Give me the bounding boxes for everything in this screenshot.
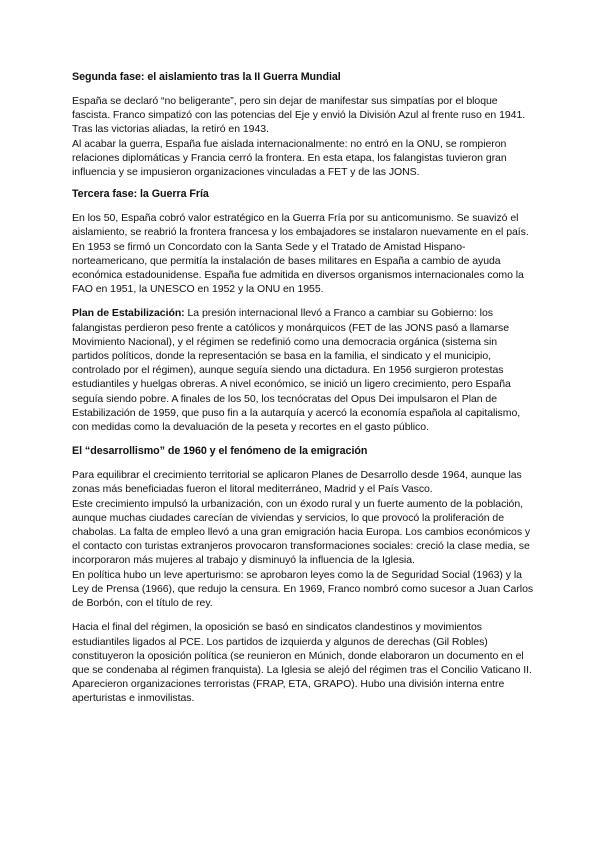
- paragraph-text: La presión internacional llevó a Franco a cambiar su Gobierno: los falangistas perdieron peso frente a católicos y monárquicos (FET de las JONS pasó a llamarse Movimiento Nacional), y el régimen se redefinió como una democracia orgánica (sistema sin partidos políticos, donde la representación se basa en la familia, el sindicato y el municipio, controlado por el régimen), aunque seguía siendo una dictadura. En 1956 surgieron protestas estudiantiles y huelgas obreras. A nivel económico, se inició un ligero crecimiento, pero España seguía siendo pobre. A finales de los 50, los tecnócratas del Opus Dei impulsaron el Plan de Estabilización de 1959, que puso fin a la autarquía y acercó la economía española al capitalismo, con medidas como la devaluación de la peseta y recortes en el gasto público.: [72, 307, 521, 434]
- paragraph: En política hubo un leve aperturismo: se aprobaron leyes como la de Seguridad Social (1963) y la Ley de Prensa (1966), que redujo la censura. En 1969, Franco nombró como sucesor a Juan Carlos de Borbón, con el título de rey.: [72, 568, 534, 610]
- section-desarrollismo: [72, 468, 534, 610]
- section-oposicion: [72, 620, 534, 705]
- paragraph: España se declaró “no beligerante”, pero sin dejar de manifestar sus simpatías por el bloque fascista. Franco simpatizó con las potencias del Eje y envió la División Azul al frente ruso en 1941. Tras las victorias aliadas, la retiró en 1943.: [72, 95, 526, 136]
- section-plan-estabilizacion: [72, 306, 534, 434]
- paragraph: Hacia el final del régimen, la oposición se basó en sindicatos clandestinos y movimientos estudiantiles ligados al PCE. Los partidos de izquierda y algunos de derechas (Gil Robles) constituyeron la oposición política (se reunieron en Múnich, donde elaboraron un documento en el que se condenaba al régimen franquista). La Iglesia se alejó del régimen tras el Concilio Vaticano II. Aparecieron organizaciones terroristas (FRAP, ETA, GRAPO). Hubo una división interna entre aperturistas e inmovilistas.: [72, 621, 532, 705]
- document-body: [72, 70, 534, 716]
- paragraph: En los 50, España cobró valor estratégico en la Guerra Fría por su anticomunismo. Se suavizó el aislamiento, se reabrió la frontera francesa y los embajadores se instalaron nuevamente en el país. En 1953 se firmó un Concordato con la Santa Sede y el Tratado de Amistad Hispano-norteamericano, que permitía la instalación de bases militares en España a cambio de ayuda económica estadounidense. España fue admitida en diversos organismos internacionales como la FAO en 1951, la UNESCO en 1952 y la ONU en 1955.: [72, 212, 529, 296]
- section-tercera-fase: [72, 211, 534, 296]
- paragraph: Al acabar la guerra, España fue aislada internacionalmente: no entró en la ONU, se rompieron relaciones diplomáticas y Francia cerró la frontera. En esta etapa, los falangistas tuvieron gran influencia y se impusieron organizaciones vinculadas a FET y de las JONS.: [72, 137, 507, 179]
- paragraph: [72, 306, 534, 434]
- section-heading-segunda-fase: Segunda fase: el aislamiento tras la II Guerra Mundial: [72, 71, 341, 83]
- inline-heading: Plan de Estabilización:: [72, 307, 185, 320]
- section-segunda-fase: [72, 94, 534, 179]
- section-heading-desarrollismo: El “desarrollismo” de 1960 y el fenómeno de la emigración: [72, 445, 368, 458]
- paragraph: Este crecimiento impulsó la urbanización, con un éxodo rural y un fuerte aumento de la población, aunque muchas ciudades carecían de viviendas y servicios, lo que provocó la proliferación de chabolas. La falta de empleo llevó a una gran emigración hacia Europa. Los cambios económicos y el contacto con turistas extranjeros provocaron transformaciones sociales: creció la clase media, se incorporaron más mujeres al trabajo y disminuyó la influencia de la Iglesia.: [72, 497, 531, 567]
- section-heading-tercera-fase: Tercera fase: la Guerra Fría: [72, 188, 209, 201]
- paragraph: Para equilibrar el crecimiento territorial se aplicaron Planes de Desarrollo desde 1964, aunque las zonas más beneficiadas fueron el litoral mediterráneo, Madrid y el País Vasco.: [72, 469, 522, 496]
